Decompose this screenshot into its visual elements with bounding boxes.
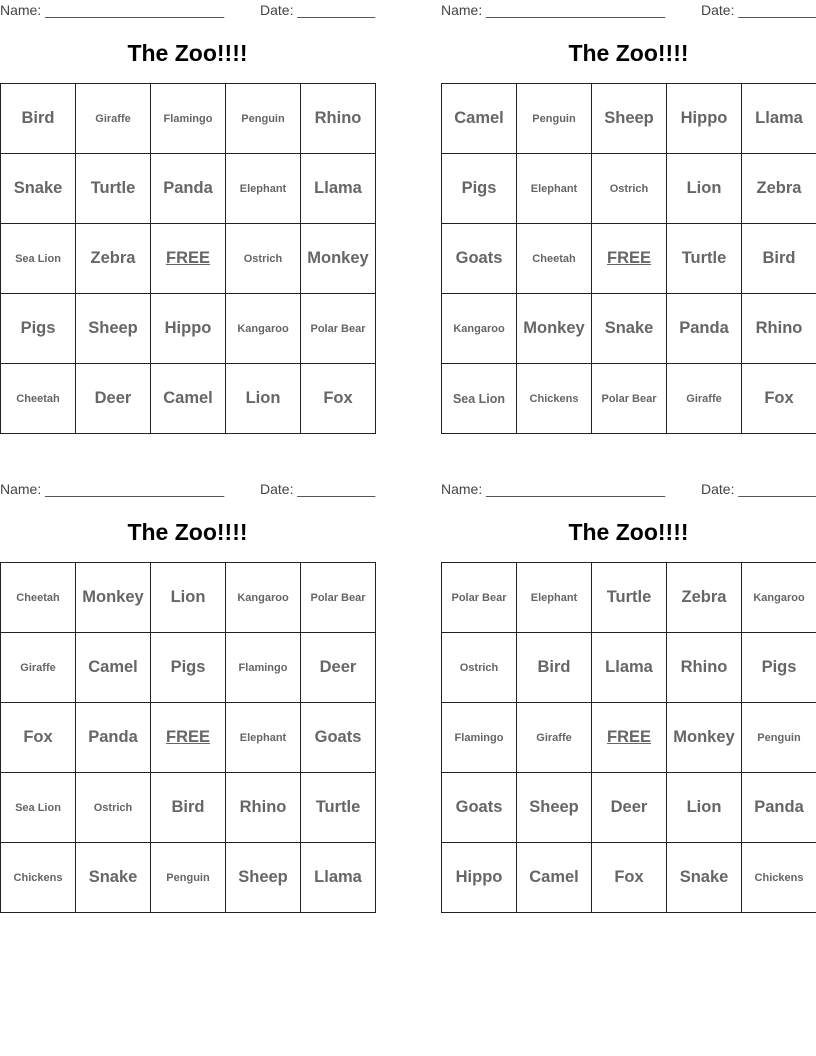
bingo-cell: Kangaroo bbox=[742, 563, 816, 633]
grid-row bbox=[1, 843, 376, 913]
grid-row bbox=[442, 294, 816, 364]
bingo-cell: Cheetah bbox=[1, 563, 76, 633]
name-line: Name: _______________________ bbox=[0, 2, 225, 18]
bingo-cell: Rhino bbox=[301, 84, 376, 154]
bingo-cell: Kangaroo bbox=[442, 294, 517, 364]
bingo-cell: Flamingo bbox=[442, 703, 517, 773]
bingo-cell: Turtle bbox=[667, 224, 742, 294]
bingo-cell: Snake bbox=[667, 843, 742, 913]
bingo-cell: Llama bbox=[301, 154, 376, 224]
grid-row bbox=[1, 633, 376, 703]
bingo-cell: Turtle bbox=[592, 563, 667, 633]
card-header bbox=[0, 481, 375, 499]
card-header bbox=[0, 2, 375, 20]
bingo-cell: Pigs bbox=[151, 633, 226, 703]
bingo-cell: Kangaroo bbox=[226, 563, 301, 633]
grid-row bbox=[1, 84, 376, 154]
bingo-cell: Rhino bbox=[742, 294, 816, 364]
bingo-cell: Snake bbox=[1, 154, 76, 224]
grid-row bbox=[1, 154, 376, 224]
bingo-cell: Giraffe bbox=[1, 633, 76, 703]
grid-row bbox=[442, 154, 816, 224]
grid-row bbox=[1, 224, 376, 294]
bingo-cell: Bird bbox=[1, 84, 76, 154]
bingo-cell: Lion bbox=[226, 364, 301, 434]
bingo-cell: Zebra bbox=[742, 154, 816, 224]
bingo-cell: Camel bbox=[517, 843, 592, 913]
bingo-cell: Ostrich bbox=[592, 154, 667, 224]
bingo-cell: Lion bbox=[667, 154, 742, 224]
bingo-cell: Bird bbox=[517, 633, 592, 703]
bingo-cell: Zebra bbox=[76, 224, 151, 294]
bingo-cell: Polar Bear bbox=[442, 563, 517, 633]
bingo-cell: Camel bbox=[151, 364, 226, 434]
bingo-cell: Sea Lion bbox=[1, 224, 76, 294]
bingo-cell: Deer bbox=[592, 773, 667, 843]
bingo-cell: Monkey bbox=[517, 294, 592, 364]
bingo-cell: Chickens bbox=[742, 843, 816, 913]
bingo-cell: Turtle bbox=[76, 154, 151, 224]
bingo-cell: Llama bbox=[592, 633, 667, 703]
bingo-cell: Bird bbox=[151, 773, 226, 843]
card-title: The Zoo!!!! bbox=[568, 519, 689, 545]
bingo-cell: Elephant bbox=[517, 563, 592, 633]
bingo-cell: Monkey bbox=[76, 563, 151, 633]
bingo-cell: Panda bbox=[151, 154, 226, 224]
bingo-cell: Snake bbox=[76, 843, 151, 913]
bingo-card bbox=[441, 479, 816, 911]
card-title: The Zoo!!!! bbox=[127, 519, 248, 545]
bingo-cell: Sheep bbox=[517, 773, 592, 843]
bingo-cell: Panda bbox=[742, 773, 816, 843]
free-space: FREE bbox=[151, 224, 226, 294]
grid-row bbox=[442, 563, 816, 633]
grid-row bbox=[442, 224, 816, 294]
bingo-cell: Rhino bbox=[226, 773, 301, 843]
bingo-cell: Flamingo bbox=[226, 633, 301, 703]
bingo-cell: Ostrich bbox=[442, 633, 517, 703]
bingo-cell: Panda bbox=[667, 294, 742, 364]
bingo-card bbox=[441, 0, 816, 432]
bingo-cell: Sheep bbox=[592, 84, 667, 154]
bingo-cell: Sea Lion bbox=[1, 773, 76, 843]
card-title: The Zoo!!!! bbox=[568, 40, 689, 66]
free-space: FREE bbox=[592, 703, 667, 773]
bingo-cell: Fox bbox=[301, 364, 376, 434]
bingo-cell: Llama bbox=[301, 843, 376, 913]
bingo-cell: Hippo bbox=[442, 843, 517, 913]
bingo-cell: Penguin bbox=[151, 843, 226, 913]
bingo-cell: Llama bbox=[742, 84, 816, 154]
bingo-cell: Sheep bbox=[226, 843, 301, 913]
bingo-cell: Monkey bbox=[667, 703, 742, 773]
bingo-cell: Polar Bear bbox=[301, 294, 376, 364]
bingo-cell: Ostrich bbox=[226, 224, 301, 294]
name-line: Name: _______________________ bbox=[441, 481, 666, 497]
bingo-cell: Cheetah bbox=[1, 364, 76, 434]
grid-row bbox=[1, 773, 376, 843]
bingo-card bbox=[0, 479, 375, 911]
bingo-cell: Fox bbox=[592, 843, 667, 913]
bingo-cell: Zebra bbox=[667, 563, 742, 633]
card-header bbox=[441, 481, 816, 499]
bingo-cell: Pigs bbox=[742, 633, 816, 703]
bingo-cell: Giraffe bbox=[76, 84, 151, 154]
bingo-cell: Elephant bbox=[226, 703, 301, 773]
free-space: FREE bbox=[151, 703, 226, 773]
bingo-cell: Fox bbox=[1, 703, 76, 773]
bingo-cell: Deer bbox=[301, 633, 376, 703]
bingo-cell: Elephant bbox=[517, 154, 592, 224]
grid-row bbox=[1, 703, 376, 773]
grid-row bbox=[1, 294, 376, 364]
date-line: Date: __________ bbox=[701, 2, 816, 18]
bingo-cell: Camel bbox=[76, 633, 151, 703]
bingo-grid bbox=[0, 83, 376, 434]
grid-row bbox=[442, 633, 816, 703]
bingo-cell: Goats bbox=[442, 224, 517, 294]
bingo-cell: Chickens bbox=[517, 364, 592, 434]
bingo-cell: Bird bbox=[742, 224, 816, 294]
bingo-cell: Sea Lion bbox=[442, 364, 517, 434]
bingo-cell: Lion bbox=[667, 773, 742, 843]
bingo-cell: Goats bbox=[301, 703, 376, 773]
date-line: Date: __________ bbox=[260, 481, 376, 497]
card-header bbox=[441, 2, 816, 20]
bingo-cell: Polar Bear bbox=[592, 364, 667, 434]
bingo-cell: Ostrich bbox=[76, 773, 151, 843]
bingo-cell: Sheep bbox=[76, 294, 151, 364]
bingo-grid bbox=[441, 562, 816, 913]
name-line: Name: _______________________ bbox=[0, 481, 225, 497]
bingo-cell: Giraffe bbox=[667, 364, 742, 434]
bingo-cell: Rhino bbox=[667, 633, 742, 703]
bingo-cell: Monkey bbox=[301, 224, 376, 294]
name-line: Name: _______________________ bbox=[441, 2, 666, 18]
bingo-grid bbox=[0, 562, 376, 913]
card-title: The Zoo!!!! bbox=[127, 40, 248, 66]
bingo-cell: Deer bbox=[76, 364, 151, 434]
bingo-cell: Hippo bbox=[667, 84, 742, 154]
bingo-cell: Penguin bbox=[226, 84, 301, 154]
bingo-card bbox=[0, 0, 375, 432]
grid-row bbox=[442, 703, 816, 773]
bingo-cell: Penguin bbox=[517, 84, 592, 154]
grid-row bbox=[442, 84, 816, 154]
bingo-grid bbox=[441, 83, 816, 434]
bingo-cell: Camel bbox=[442, 84, 517, 154]
bingo-cell: Turtle bbox=[301, 773, 376, 843]
grid-row bbox=[442, 843, 816, 913]
bingo-cell: Polar Bear bbox=[301, 563, 376, 633]
bingo-cell: Lion bbox=[151, 563, 226, 633]
bingo-cell: Panda bbox=[76, 703, 151, 773]
grid-row bbox=[442, 364, 816, 434]
bingo-cell: Elephant bbox=[226, 154, 301, 224]
bingo-cell: Hippo bbox=[151, 294, 226, 364]
bingo-cell: Flamingo bbox=[151, 84, 226, 154]
bingo-cell: Pigs bbox=[1, 294, 76, 364]
bingo-cell: Snake bbox=[592, 294, 667, 364]
grid-row bbox=[1, 364, 376, 434]
bingo-cell: Chickens bbox=[1, 843, 76, 913]
bingo-cell: Kangaroo bbox=[226, 294, 301, 364]
bingo-cell: Fox bbox=[742, 364, 816, 434]
bingo-cell: Penguin bbox=[742, 703, 816, 773]
date-line: Date: __________ bbox=[701, 481, 816, 497]
bingo-cell: Goats bbox=[442, 773, 517, 843]
free-space: FREE bbox=[592, 224, 667, 294]
date-line: Date: __________ bbox=[260, 2, 376, 18]
bingo-cell: Giraffe bbox=[517, 703, 592, 773]
grid-row bbox=[1, 563, 376, 633]
bingo-cell: Cheetah bbox=[517, 224, 592, 294]
grid-row bbox=[442, 773, 816, 843]
bingo-cell: Pigs bbox=[442, 154, 517, 224]
